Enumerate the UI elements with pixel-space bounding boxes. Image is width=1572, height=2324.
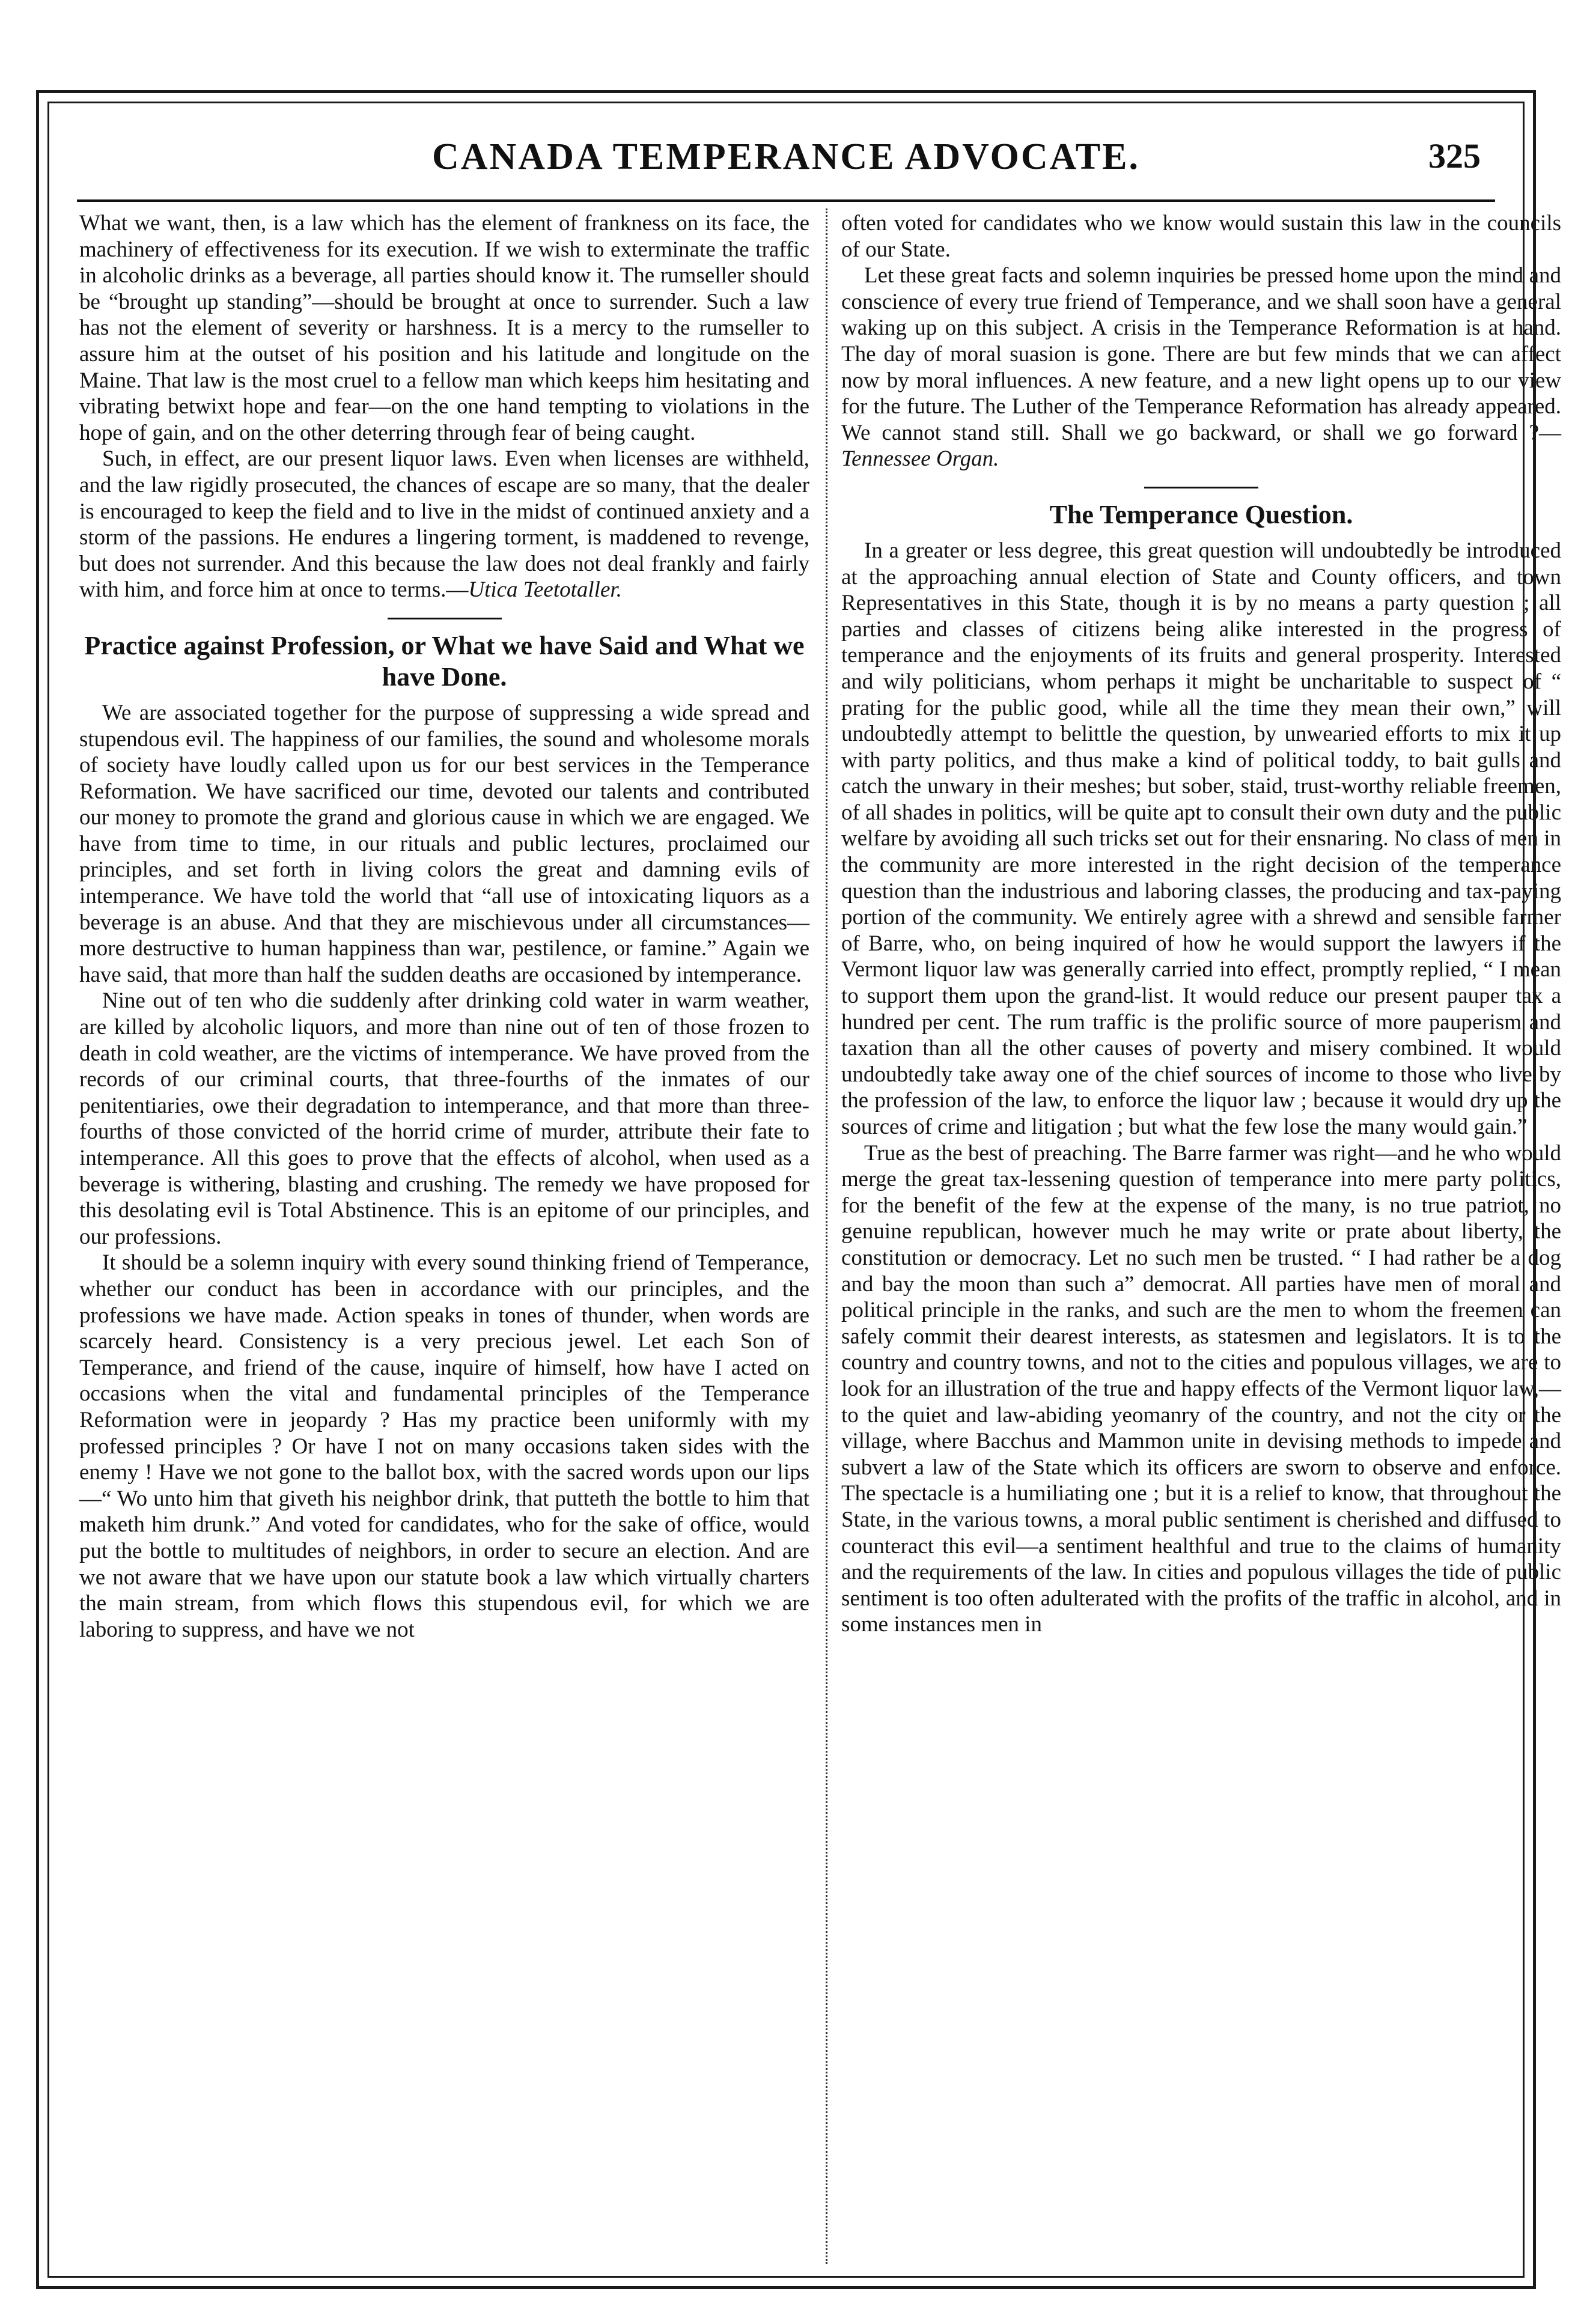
paragraph-text: Let these great facts and solemn inquiries be pressed home upon the mind and conscience of every true friend of Temperance, and we shall soon have a general waking up on this subject. A crisis in the Temperance Reformation is at hand. The day of moral suasion is gone. There are but few minds that we can affect now by moral influences. A new feature, and a new light opens up to our view for the future. The Luther of the Temperance Reformation has already appeared. We cannot stand still. Shall we go backward, or shall we go forward ?— — [841, 263, 1561, 445]
page-header — [49, 136, 1523, 190]
source-attribution: Utica Teetotaller. — [468, 577, 622, 603]
article-paragraph — [841, 263, 1561, 472]
right-column — [841, 210, 1561, 1638]
column-divider — [826, 208, 827, 2264]
left-column — [79, 210, 809, 1643]
article-paragraph: True as the best of preaching. The Barre farmer was right—and he who would merge the great tax-lessening question of temperance into mere party politics, for the benefit of the few at the expense of the many, is no true patriot, no genuine republican, however much he may write or prate about liberty, the constitution or democracy. Let no such men be trusted. “ I had rather be a dog and bay the moon than such a” democrat. All parties have men of moral and political principle in the ranks, and such are the men to whom the freemen can safely commit their dearest interests, as statesmen and legislators. It is to the country and country towns, and not to the cities and populous villages, we are to look for an illustration of the true and happy effects of the Vermont liquor law,—to the quiet and law-abiding yeomanry of the country, and not the city or the village, where Bacchus and Mammon unite in devising methods to impede and subvert a law of the State which its officers are sworn to observe and enforce. The spectacle is a humiliating one ; but it is a relief to know, that throughout the State, in the various towns, a moral public sentiment is cherished and diffused to counteract this evil—a sentiment healthful and true to the claims of humanity and the requirements of the law. In cities and populous villages the tide of public sentiment is too often adulterated with the profits of the traffic in alcohol, and in some instances men in — [841, 1140, 1561, 1637]
header-rule — [77, 199, 1495, 202]
article-paragraph: It should be a solemn inquiry with every sound thinking friend of Temperance, whether our conduct has been in accordance with our principles, and the professions we have made. Action speaks in tones of thunder, when words are scarcely heard. Consistency is a very precious jewel. Let each Son of Temperance, and friend of the cause, inquire of himself, how have I acted on occasions when the vital and fundamental principles of the Temperance Reformation were in jeopardy ? Has my practice been uniformly with my professed principles ? Or have I not on many occasions taken sides with the enemy ! Have we not gone to the ballot box, with the sacred words upon our lips—“ Wo unto him that giveth his neighbor drink, that putteth the bottle to him that maketh him drunk.” And voted for candidates, who for the sake of office, would put the bottle to multitudes of neighbors, in order to secure an election. And are we not aware that we have upon our statute book a law which virtually charters the main stream, from which flows this stupendous evil, for which we are laboring to suppress, and have we not — [79, 1250, 809, 1642]
page-frame — [36, 90, 1561, 2289]
section-heading: The Temperance Question. — [1049, 499, 1353, 529]
section-rule — [388, 618, 502, 619]
section-heading: Practice against Profession, or What we have Said and What we have Done. — [84, 630, 805, 692]
article-paragraph — [79, 446, 809, 603]
page-number: 325 — [1428, 136, 1481, 175]
section-rule — [1144, 487, 1258, 488]
newspaper-title: CANADA TEMPERANCE ADVOCATE. — [431, 136, 1141, 177]
article-paragraph: We are associated together for the purpose of suppressing a wide spread and stupendous evil. The happiness of our families, the sound and wholesome morals of society have loudly called upon us for our best services in the Temperance Reformation. We have sacrificed our time, devoted our talents and contributed our money to promote the grand and glorious cause in which we are engaged. We have from time to time, in our rituals and public lectures, proclaimed our principles, and set forth in living colors the great and damning evils of intemperance. We have told the world that “all use of intoxicating liquors as a beverage is an abuse. And that they are mischievous under all circumstances—more destructive to human happiness than war, pestilence, or famine.” Again we have said, that more than half the sudden deaths are occasioned by intemperance. — [79, 700, 809, 987]
article-paragraph: What we want, then, is a law which has the element of frankness on its face, the machinery of effectiveness for its execution. If we wish to exterminate the traffic in alcoholic drinks as a beverage, all parties should know it. The rumseller should be “brought up standing”—should be brought at once to surrender. Such a law has not the element of severity or harshness. It is a mercy to the rumseller to assure him at the outset of his position and his latitude and longitude on the Maine. That law is the most cruel to a fellow man which keeps him hesitating and vibrating betwixt hope and fear—on the one hand tempting to violations in the hope of gain, and on the other deterring through fear of being caught. — [79, 211, 809, 445]
paragraph-text: Such, in effect, are our present liquor laws. Even when licenses are withheld, and the law rigidly prosecuted, the chances of escape are so many, that the dealer is encouraged to keep the field and to live in the midst of continued anxiety and a storm of the passions. He endures a lingering torment, is maddened to revenge, but does not surrender. And this because the law does not deal frankly and fairly with him, and force him at once to terms.— — [79, 446, 809, 603]
article-paragraph: often voted for candidates who we know would sustain this law in the councils of our State. — [841, 211, 1561, 262]
article-paragraph: Nine out of ten who die suddenly after drinking cold water in warm weather, are killed by alcoholic liquors, and more than nine out of ten of those frozen to death in cold weather, are the victims of intemperance. We have proved from the records of our criminal courts, that three-fourths of the inmates of our penitentiaries, owe their degradation to intemperance, and that more than three-fourths of those convicted of the horrid crime of murder, attribute their fate to intemperance. All this goes to prove that the effects of alcohol, when used as a beverage is withering, blasting and crushing. The remedy we have proposed for this desolating evil is Total Abstinence. This is an epitome of our principles, and our professions. — [79, 988, 809, 1249]
source-attribution: Tennessee Organ. — [841, 446, 999, 472]
article-paragraph: In a greater or less degree, this great question will undoubtedly be introduced at the approaching annual election of State and County officers, and town Representatives in this State, though it is by no means a party question ; all parties and classes of citizens being alike interested in the progress of temperance and the enjoyments of its fruits and general prosperity. Interested and wily politicians, whom perhaps it might be uncharitable to suspect of “ prating for the public good, while all the time they mean their own,” will undoubtedly attempt to belittle the question, by unwearied efforts to mix it up with party politics, and thus make a kind of political toddy, to bait gulls and catch the unwary in their meshes; but sober, staid, trust-worthy reliable freemen, of all shades in politics, will be quite apt to consult their own duty and the public welfare by avoiding all such tricks set out for their ensnaring. No class of men in the community are more interested in the right decision of the temperance question than the industrious and laboring classes, the producing and tax-paying portion of the community. We entirely agree with a shrewd and sensible farmer of Barre, who, on being inquired of how he would support the lawyers if the Vermont liquor law was generally carried into effect, promptly replied, “ I mean to support them upon the grand-list. It would reduce our present pauper tax a hundred per cent. The rum traffic is the prolific source of more pauperism and taxation than all the other causes of poverty and misery combined. It would undoubtedly take away one of the chief sources of income to those who live by the profession of the law, to enforce the liquor law ; because it would dry up the sources of crime and litigation ; but what the few lose the many would gain.” — [841, 538, 1561, 1139]
page-inner-frame — [47, 102, 1561, 2278]
